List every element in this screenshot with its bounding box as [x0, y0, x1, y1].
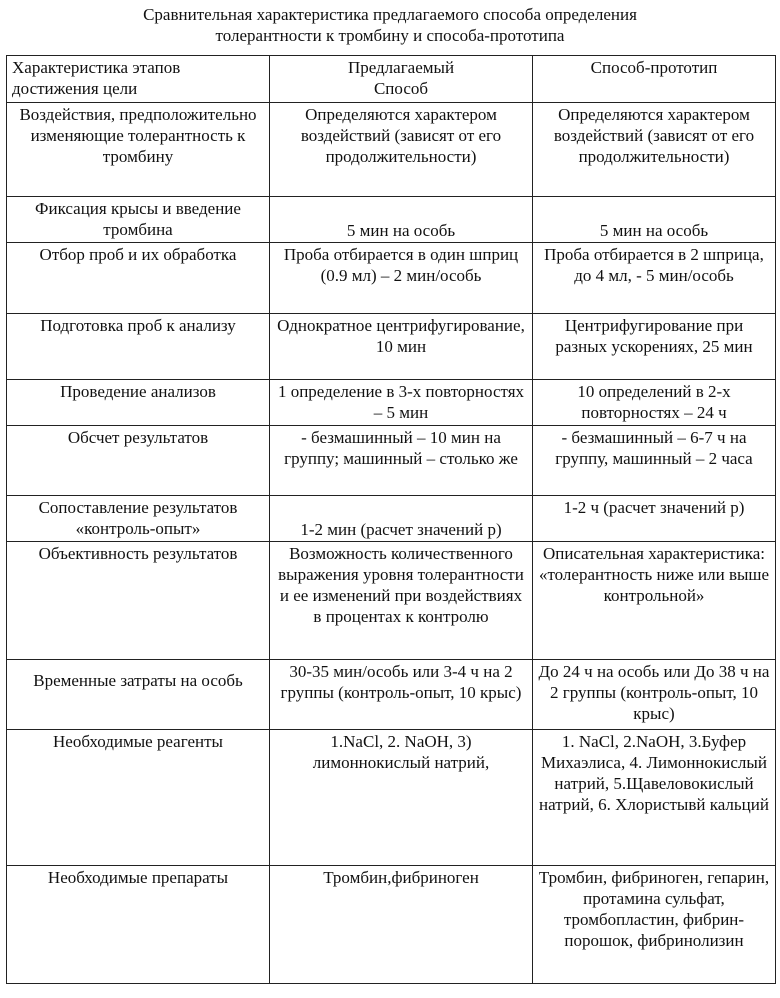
row-prototype: Проба отбирается в 2 шприца, до 4 мл, - 5 мин/особь — [533, 243, 776, 314]
row-label: Отбор проб и их обработка — [7, 243, 270, 314]
table-row — [7, 542, 776, 660]
row-proposed: 1 определение в 3-х повторностях – 5 мин — [270, 380, 533, 426]
table-row — [7, 243, 776, 314]
table-row — [7, 660, 776, 730]
row-prototype: 5 мин на особь — [533, 197, 776, 243]
row-prototype: Определяются характером воздействий (зависят от его продолжительности) — [533, 103, 776, 197]
row-label: Воздействия, предположительно изменяющие толерантность к тромбину — [7, 103, 270, 197]
row-label: Проведение анализов — [7, 380, 270, 426]
row-label: Подготовка проб к анализу — [7, 314, 270, 380]
table-row — [7, 380, 776, 426]
row-prototype: 10 определений в 2-х повторностях – 24 ч — [533, 380, 776, 426]
row-proposed: Однократное центрифугирование, 10 мин — [270, 314, 533, 380]
title-line-1: Сравнительная характеристика предлагаемого способа определения — [143, 5, 637, 24]
table-row — [7, 866, 776, 984]
row-proposed: Проба отбирается в один шприц (0.9 мл) – 2 мин/особь — [270, 243, 533, 314]
row-label: Необходимые реагенты — [7, 730, 270, 866]
header-cell-proposed: Предлагаемый Способ — [270, 56, 533, 103]
row-prototype: До 24 ч на особь или До 38 ч на 2 группы (контроль-опыт, 10 крыс) — [533, 660, 776, 730]
title-line-2: толерантности к тромбину и способа-прототипа — [215, 26, 565, 45]
document-title — [0, 4, 780, 46]
row-proposed: 1.NaCl, 2. NaOH, 3) лимоннокислый натрий, — [270, 730, 533, 866]
row-prototype: 1-2 ч (расчет значений р) — [533, 496, 776, 542]
header-cell-prototype: Способ-прототип — [533, 56, 776, 103]
table-row — [7, 426, 776, 496]
table-row — [7, 197, 776, 243]
row-prototype: 1. NaCl, 2.NaOH, 3.Буфер Михаэлиса, 4. Лимоннокислый натрий, 5.Щавеловокислый натрий, 6. Хлористывй кальций — [533, 730, 776, 866]
header-cell-stage: Характеристика этапов достижения цели — [7, 56, 270, 103]
row-proposed: 30-35 мин/особь или 3-4 ч на 2 группы (контроль-опыт, 10 крыс) — [270, 660, 533, 730]
row-prototype: Тромбин, фибриноген, гепарин, протамина сульфат, тромбопластин, фибрин-порошок, фибринолизин — [533, 866, 776, 984]
row-proposed: Тромбин,фибриноген — [270, 866, 533, 984]
row-label: Объективность результатов — [7, 542, 270, 660]
table-row — [7, 314, 776, 380]
table-row — [7, 103, 776, 197]
row-proposed: 5 мин на особь — [270, 197, 533, 243]
table-row — [7, 730, 776, 866]
row-prototype: Описательная характеристика: «толерантность ниже или выше контрольной» — [533, 542, 776, 660]
row-proposed: 1-2 мин (расчет значений р) — [270, 496, 533, 542]
row-label: Фиксация крысы и введение тромбина — [7, 197, 270, 243]
row-prototype: - безмашинный – 6-7 ч на группу, машинный – 2 часа — [533, 426, 776, 496]
row-label: Временные затраты на особь — [7, 660, 270, 730]
row-proposed: - безмашинный – 10 мин на группу; машинный – столько же — [270, 426, 533, 496]
row-proposed: Определяются характером воздействий (зависят от его продолжительности) — [270, 103, 533, 197]
row-label: Сопоставление результатов «контроль-опыт» — [7, 496, 270, 542]
table-header-row — [7, 56, 776, 103]
row-label: Обсчет результатов — [7, 426, 270, 496]
row-proposed: Возможность количественного выражения уровня толерантности и ее изменений при воздействиях в процентах к контролю — [270, 542, 533, 660]
row-label: Необходимые препараты — [7, 866, 270, 984]
table-row — [7, 496, 776, 542]
row-prototype: Центрифугирование при разных ускорениях, 25 мин — [533, 314, 776, 380]
comparison-table — [6, 55, 776, 984]
